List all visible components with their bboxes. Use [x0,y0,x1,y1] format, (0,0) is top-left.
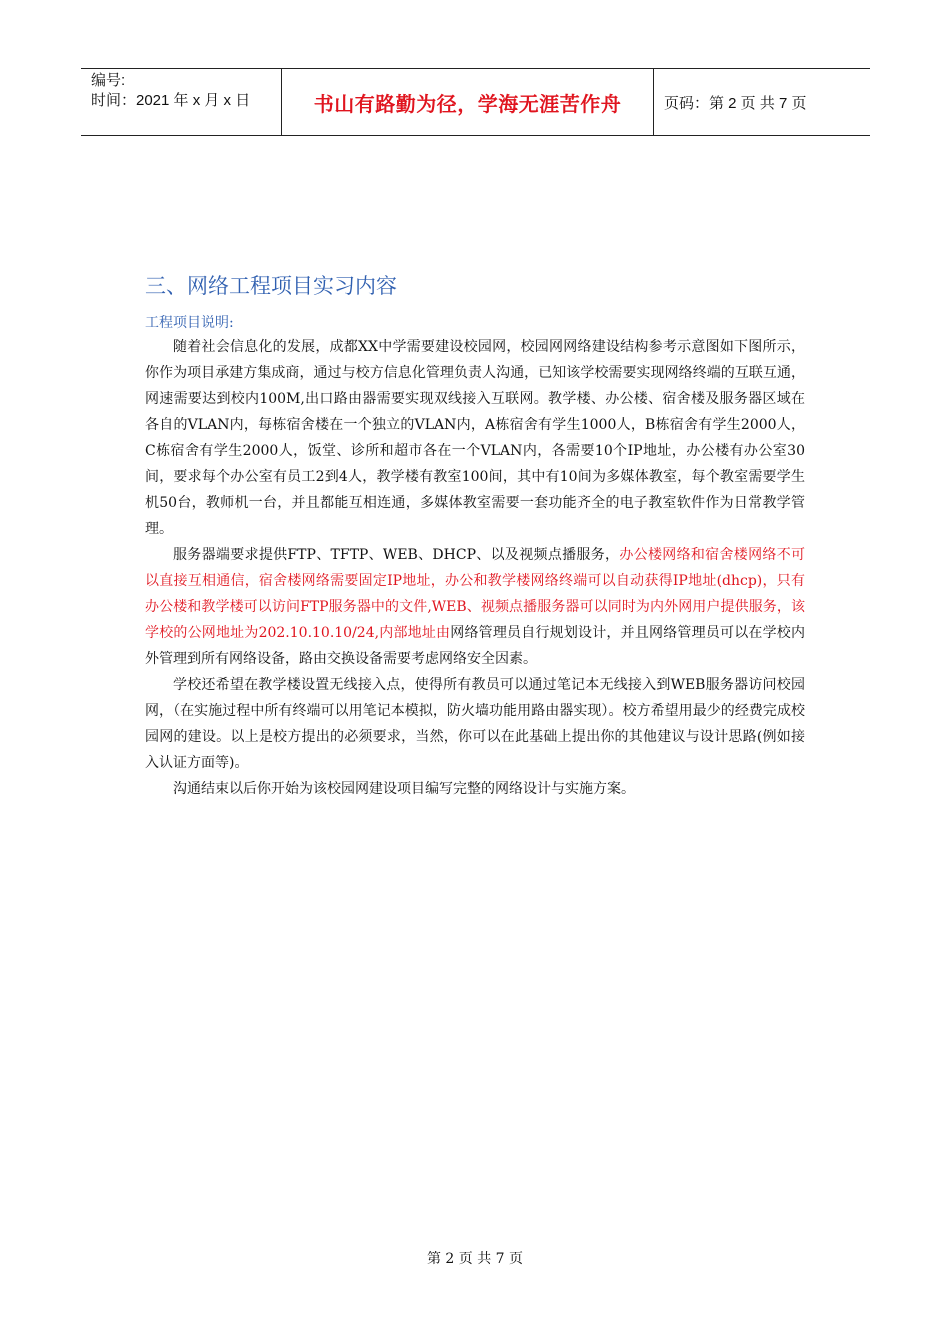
section-title: 三、网络工程项目实习内容 [145,274,397,298]
paragraph-2 [145,542,805,672]
paragraph-3: 学校还希望在教学楼设置无线接入点，使得所有教员可以通过笔记本无线接入到WEB服务器访问校园网，（在实施过程中所有终端可以用笔记本模拟，防火墙功能用路由器实现）。校方希望用最少的经费完成校园网的建设。以上是校方提出的必须要求，当然，你可以在此基础上提出你的其他建议与设计思路(例如接入认证方面等)。 [145,677,805,771]
paragraph-4: 沟通结束以后你开始为该校园网建设项目编写完整的网络设计与实施方案。 [173,781,635,797]
page-footer: 第 2 页 共 7 页 [426,1251,524,1267]
document-date-label: 时间：2021 年 x 月 x 日 [91,92,251,109]
paragraph-1: 随着社会信息化的发展，成都XX中学需要建设校园网，校园网网络建设结构参考示意图如下图所示，你作为项目承建方集成商，通过与校方信息化管理负责人沟通，已知该学校需要实现网络终端的互联互通，网速需要达到校内100M,出口路由器需要实现双线接入互联网。教学楼、办公楼、宿舍楼及服务器区域在各自的VLAN内，每栋宿舍楼在一个独立的VLAN内，A栋宿舍有学生1000人，B栋宿舍有学生2000人，C栋宿舍有学生2000人，饭堂、诊所和超市各在一个VLAN内，各需要10个IP地址，办公楼有办公室30间，要求每个办公室有员工2到4人，教学楼有教室100间，其中有10间为多媒体教室，每个教室需要学生机50台，教师机一台，并且都能互相连通，多媒体教室需要一套功能齐全的电子教室软件作为日常教学管理。 [145,339,805,537]
section-subhead: 工程项目说明: [145,315,234,331]
header-motto: 书山有路勤为径，学海无涯苦作舟 [281,69,654,135]
page-header [81,68,870,136]
document-number-label: 编号: [91,72,126,89]
header-info-cell [81,69,281,135]
header-page-code: 页码：第 2 页 共 7 页 [664,94,807,112]
paragraph-2-highlight: 办公楼网络和宿舍楼网络不可以直接互相通信，宿舍楼网络需要固定IP地址，办公和教学楼网络终端可以自动获得IP地址(dhcp)，只有办公楼和教学楼可以访问FTP服务器中的文件,WEB、视频点播服务器可以同时为内外网用户提供服务，该学校的公网地址为202.10.10.10/24,内部地址由 [145,547,806,641]
paragraph-2-start: 服务器端要求提供FTP、TFTP、WEB、DHCP、以及视频点播服务， [173,547,620,563]
paragraph-2-end: 网络管理员自行规划设计，并且网络管理员可以在学校内外管理到所有网络设备，路由交换设备需要考虑网络安全因素。 [145,625,806,667]
body-text [145,334,805,802]
